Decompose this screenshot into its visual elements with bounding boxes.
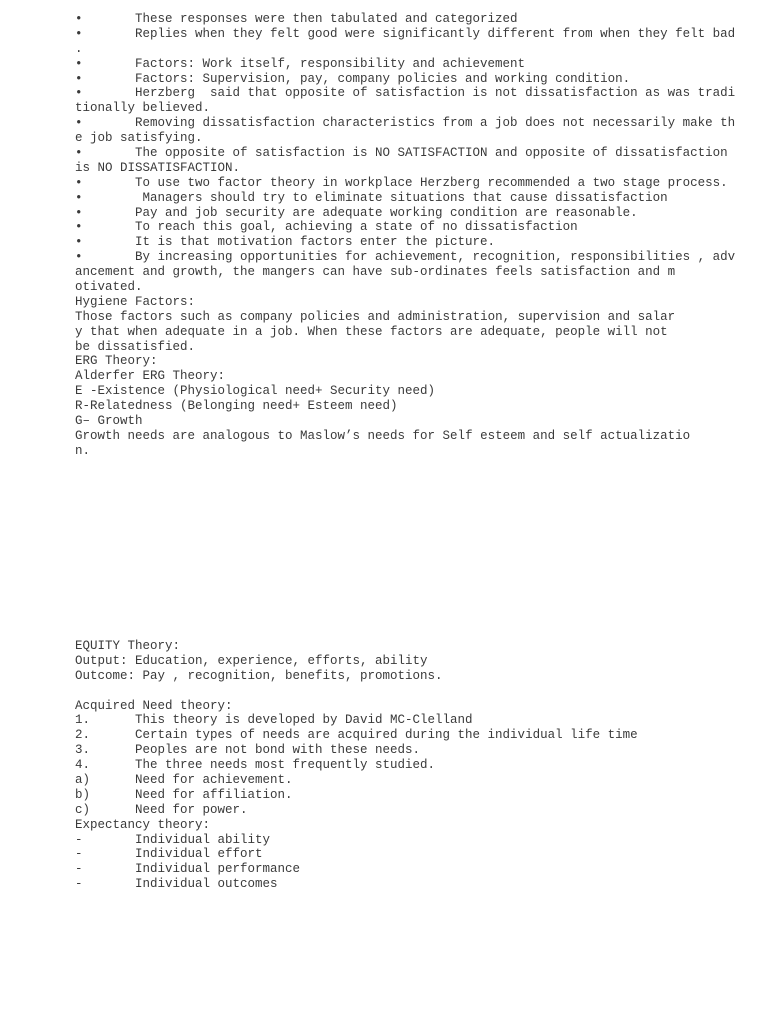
- line-text: ERG Theory:: [75, 354, 158, 369]
- text-line: [75, 669, 745, 684]
- list-marker: a): [75, 773, 91, 788]
- list-item: [75, 116, 745, 131]
- line-text: is NO DISSATISFACTION.: [75, 160, 241, 175]
- list-marker: •: [75, 205, 83, 220]
- list-marker: •: [75, 250, 83, 265]
- line-text: This theory is developed by David MC-Clelland: [135, 713, 473, 728]
- list-item: [75, 862, 745, 877]
- list-marker: •: [75, 116, 83, 131]
- text-line: [75, 131, 745, 146]
- text-line: [75, 429, 745, 444]
- line-text: Individual performance: [135, 862, 301, 877]
- list-item: [75, 847, 745, 862]
- line-text: Individual ability: [135, 832, 271, 847]
- line-text: E -Existence (Physiological need+ Security need): [75, 384, 436, 399]
- line-text: ancement and growth, the mangers can have sub-ordinates feels satisfaction and m: [75, 265, 676, 280]
- list-marker: -: [75, 832, 83, 847]
- text-line: [75, 340, 745, 355]
- line-text: Those factors such as company policies and administration, supervision and salar: [75, 309, 676, 324]
- line-text: be dissatisfied.: [75, 339, 196, 354]
- list-item: [75, 12, 745, 27]
- list-item: [75, 235, 745, 250]
- line-text: Acquired Need theory:: [75, 698, 233, 713]
- text-line: [75, 161, 745, 176]
- text-line: [75, 399, 745, 414]
- text-line: [75, 414, 745, 429]
- line-text: R-Relatedness (Belonging need+ Esteem need): [75, 399, 398, 414]
- line-text: Need for affiliation.: [135, 787, 293, 802]
- line-text: tionally believed.: [75, 101, 211, 116]
- list-item: [75, 713, 745, 728]
- list-item: [75, 833, 745, 848]
- equity-expectancy-section: [75, 639, 745, 892]
- text-line: [75, 354, 745, 369]
- list-item: [75, 877, 745, 892]
- line-text: y that when adequate in a job. When these factors are adequate, people will not: [75, 324, 668, 339]
- text-line: [75, 42, 745, 57]
- list-item: [75, 773, 745, 788]
- line-text: Certain types of needs are acquired during the individual life time: [135, 728, 638, 743]
- list-marker: -: [75, 877, 83, 892]
- herzberg-erg-section: [75, 12, 745, 459]
- list-marker: •: [75, 175, 83, 190]
- text-line: [75, 818, 745, 833]
- text-line: [75, 310, 745, 325]
- list-marker: •: [75, 235, 83, 250]
- text-line: [75, 369, 745, 384]
- line-text: Need for achievement.: [135, 773, 293, 788]
- line-text: Peoples are not bond with these needs.: [135, 743, 421, 758]
- line-text: Individual effort: [135, 847, 263, 862]
- text-line: [75, 444, 745, 459]
- line-text: Managers should try to eliminate situations that cause dissatisfaction: [135, 190, 668, 205]
- list-item: [75, 728, 745, 743]
- list-marker: -: [75, 862, 83, 877]
- list-marker: •: [75, 86, 83, 101]
- text-line: [75, 684, 745, 699]
- line-text: Outcome: Pay , recognition, benefits, promotions.: [75, 668, 443, 683]
- line-text: n.: [75, 443, 91, 458]
- list-item: [75, 27, 745, 42]
- line-text: Expectancy theory:: [75, 817, 211, 832]
- line-text: Herzberg said that opposite of satisfaction is not dissatisfaction as was tradi: [135, 86, 736, 101]
- list-item: [75, 176, 745, 191]
- line-text: Factors: Supervision, pay, company policies and working condition.: [135, 71, 631, 86]
- list-marker: •: [75, 12, 83, 26]
- list-item: [75, 72, 745, 87]
- line-text: It is that motivation factors enter the picture.: [135, 235, 496, 250]
- line-text: .: [75, 41, 83, 56]
- text-line: [75, 654, 745, 669]
- list-marker: 3.: [75, 743, 91, 758]
- line-text: Alderfer ERG Theory:: [75, 369, 226, 384]
- list-marker: •: [75, 190, 83, 205]
- line-text: Output: Education, experience, efforts, ability: [75, 653, 428, 668]
- list-item: [75, 758, 745, 773]
- line-text: otivated.: [75, 280, 143, 295]
- line-text: Pay and job security are adequate working condition are reasonable.: [135, 205, 638, 220]
- line-text: Replies when they felt good were significantly different from when they felt bad: [135, 26, 736, 41]
- line-text: Removing dissatisfaction characteristics from a job does not necessarily make th: [135, 116, 736, 131]
- list-marker: 4.: [75, 758, 91, 773]
- list-marker: •: [75, 146, 83, 161]
- list-marker: -: [75, 847, 83, 862]
- list-marker: c): [75, 802, 91, 817]
- list-marker: 2.: [75, 728, 91, 743]
- text-line: [75, 384, 745, 399]
- text-line: [75, 699, 745, 714]
- text-line: [75, 639, 745, 654]
- line-text: e job satisfying.: [75, 131, 203, 146]
- line-text: To reach this goal, achieving a state of no dissatisfaction: [135, 220, 578, 235]
- line-text: By increasing opportunities for achievement, recognition, responsibilities , adv: [135, 250, 736, 265]
- list-item: [75, 206, 745, 221]
- list-item: [75, 788, 745, 803]
- line-text: Growth needs are analogous to Maslow’s needs for Self esteem and self actualizatio: [75, 428, 691, 443]
- text-line: [75, 101, 745, 116]
- line-text: The three needs most frequently studied.: [135, 758, 436, 773]
- text-line: [75, 280, 745, 295]
- list-item: [75, 220, 745, 235]
- line-text: Factors: Work itself, responsibility and achievement: [135, 56, 526, 71]
- line-text: These responses were then tabulated and categorized: [135, 12, 518, 26]
- list-marker: •: [75, 220, 83, 235]
- line-text: G– Growth: [75, 414, 143, 429]
- list-item: [75, 191, 745, 206]
- list-item: [75, 146, 745, 161]
- list-item: [75, 250, 745, 265]
- line-text: The opposite of satisfaction is NO SATISFACTION and opposite of dissatisfaction: [135, 146, 728, 161]
- line-text: To use two factor theory in workplace Herzberg recommended a two stage process.: [135, 175, 728, 190]
- line-text: EQUITY Theory:: [75, 639, 181, 653]
- line-text: Need for power.: [135, 802, 248, 817]
- text-line: [75, 265, 745, 280]
- list-marker: 1.: [75, 713, 91, 728]
- line-text: Hygiene Factors:: [75, 294, 196, 309]
- text-line: [75, 295, 745, 310]
- list-marker: •: [75, 71, 83, 86]
- line-text: Individual outcomes: [135, 877, 278, 892]
- list-item: [75, 743, 745, 758]
- list-item: [75, 86, 745, 101]
- text-line: [75, 325, 745, 340]
- list-item: [75, 803, 745, 818]
- list-marker: b): [75, 787, 91, 802]
- list-item: [75, 57, 745, 72]
- list-marker: •: [75, 56, 83, 71]
- list-marker: •: [75, 26, 83, 41]
